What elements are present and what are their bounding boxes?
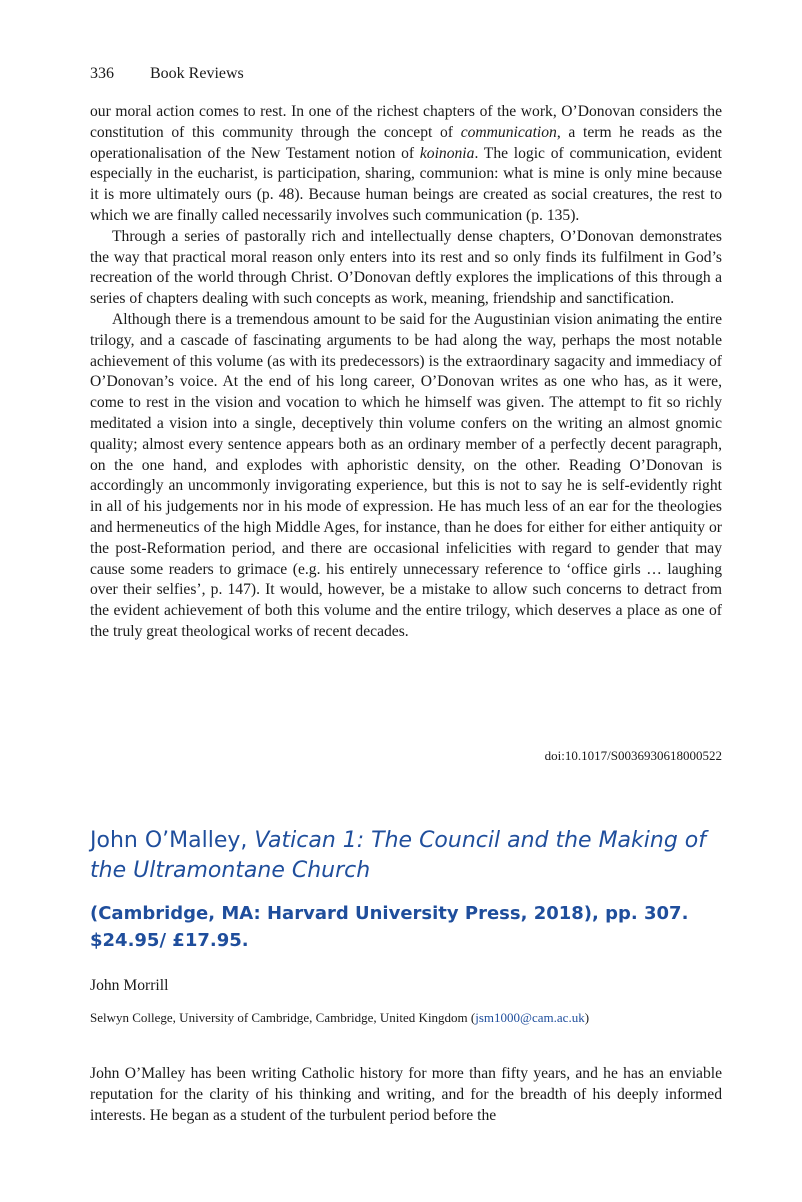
- book-author: John O’Malley,: [90, 828, 248, 853]
- doi-reference[interactable]: doi:10.1017/S0036930618000522: [544, 748, 722, 763]
- review-body: [90, 1064, 722, 1126]
- book-title: Vatican 1: The Council and the Making of the Ultramontane Church: [90, 828, 706, 883]
- review-heading: [90, 826, 730, 886]
- reviewer-name: John Morrill: [90, 977, 169, 994]
- review-body-previous: [90, 102, 722, 643]
- publication-details: (Cambridge, MA: Harvard University Press, 2018), pp. 307. $24.95/ £17.95.: [90, 903, 689, 951]
- reviewer-affiliation: Selwyn College, University of Cambridge, Cambridge, United Kingdom (jsm1000@cam.ac.uk): [90, 1010, 590, 1025]
- running-head: [90, 64, 244, 84]
- page-number: 336: [90, 65, 114, 82]
- paragraph: our moral action comes to rest. In one of the richest chapters of the work, O’Donovan considers the constitution of this community through the concept of communication, a term he reads as the operationalisation of the New Testament notion of koinonia. The logic of communication, evident especially in the eucharist, is participation, sharing, communion: what is mine is only mine because it is more ultimately ours (p. 48). Because human beings are created as social creatures, the rest to which we are finally called necessarily involves such communication (p. 135).: [90, 103, 722, 224]
- paragraph: Through a series of pastorally rich and intellectually dense chapters, O’Donovan demonstrates the way that practical moral reason only enters into its rest and so only finds its fulfilment in God’s recreation of the world through Christ. O’Donovan deftly explores the implications of this through a series of chapters dealing with such concepts as work, meaning, friendship and sanctification.: [90, 227, 722, 308]
- paragraph: Although there is a tremendous amount to be said for the Augustinian vision animating the entire trilogy, and a cascade of fascinating arguments to be had along the way, perhaps the most notable achievement of this volume (as with its predecessors) is the extraordinary sagacity and immediacy of O’Donovan’s voice. At the end of his long career, O’Donovan writes as one who has, as it were, come to rest in the vision and vocation to which he himself was given. The attempt to fit so richly meditated a vision into a single, deceptively thin volume confers on the writing an almost gnomic quality; almost every sentence appears both as an ordinary member of a perfectly decent paragraph, on the one hand, and explodes with aphoristic density, on the other. Reading O’Donovan is accordingly an uncommonly invigorating experience, but this is not to say he is self-evidently right in all of his judgements nor in his mode of expression. He has much less of an ear for the theologies and hermeneutics of the high Middle Ages, for instance, than he does for either for either antiquity or the post-Reformation period, and there are occasional infelicities with regard to gender that may cause some readers to grimace (e.g. his entirely unnecessary reference to ‘office girls … laughing over their selfies’, p. 147). It would, however, be a mistake to allow such concerns to detract from the evident achievement of both this volume and the entire trilogy, which deserves a place as one of the truly great theological works of recent decades.: [90, 310, 722, 640]
- section-title: Book Reviews: [150, 65, 244, 82]
- paragraph: John O’Malley has been writing Catholic history for more than fifty years, and he has an enviable reputation for the clarity of his thinking and writing, and for the breadth of his deeply informed interests. He began as a student of the turbulent period before the: [90, 1065, 722, 1124]
- emphasis-koinonia: koinonia: [419, 144, 475, 162]
- emphasis-communication: communication: [460, 123, 557, 141]
- reviewer-email-link[interactable]: jsm1000@cam.ac.uk: [475, 1010, 585, 1025]
